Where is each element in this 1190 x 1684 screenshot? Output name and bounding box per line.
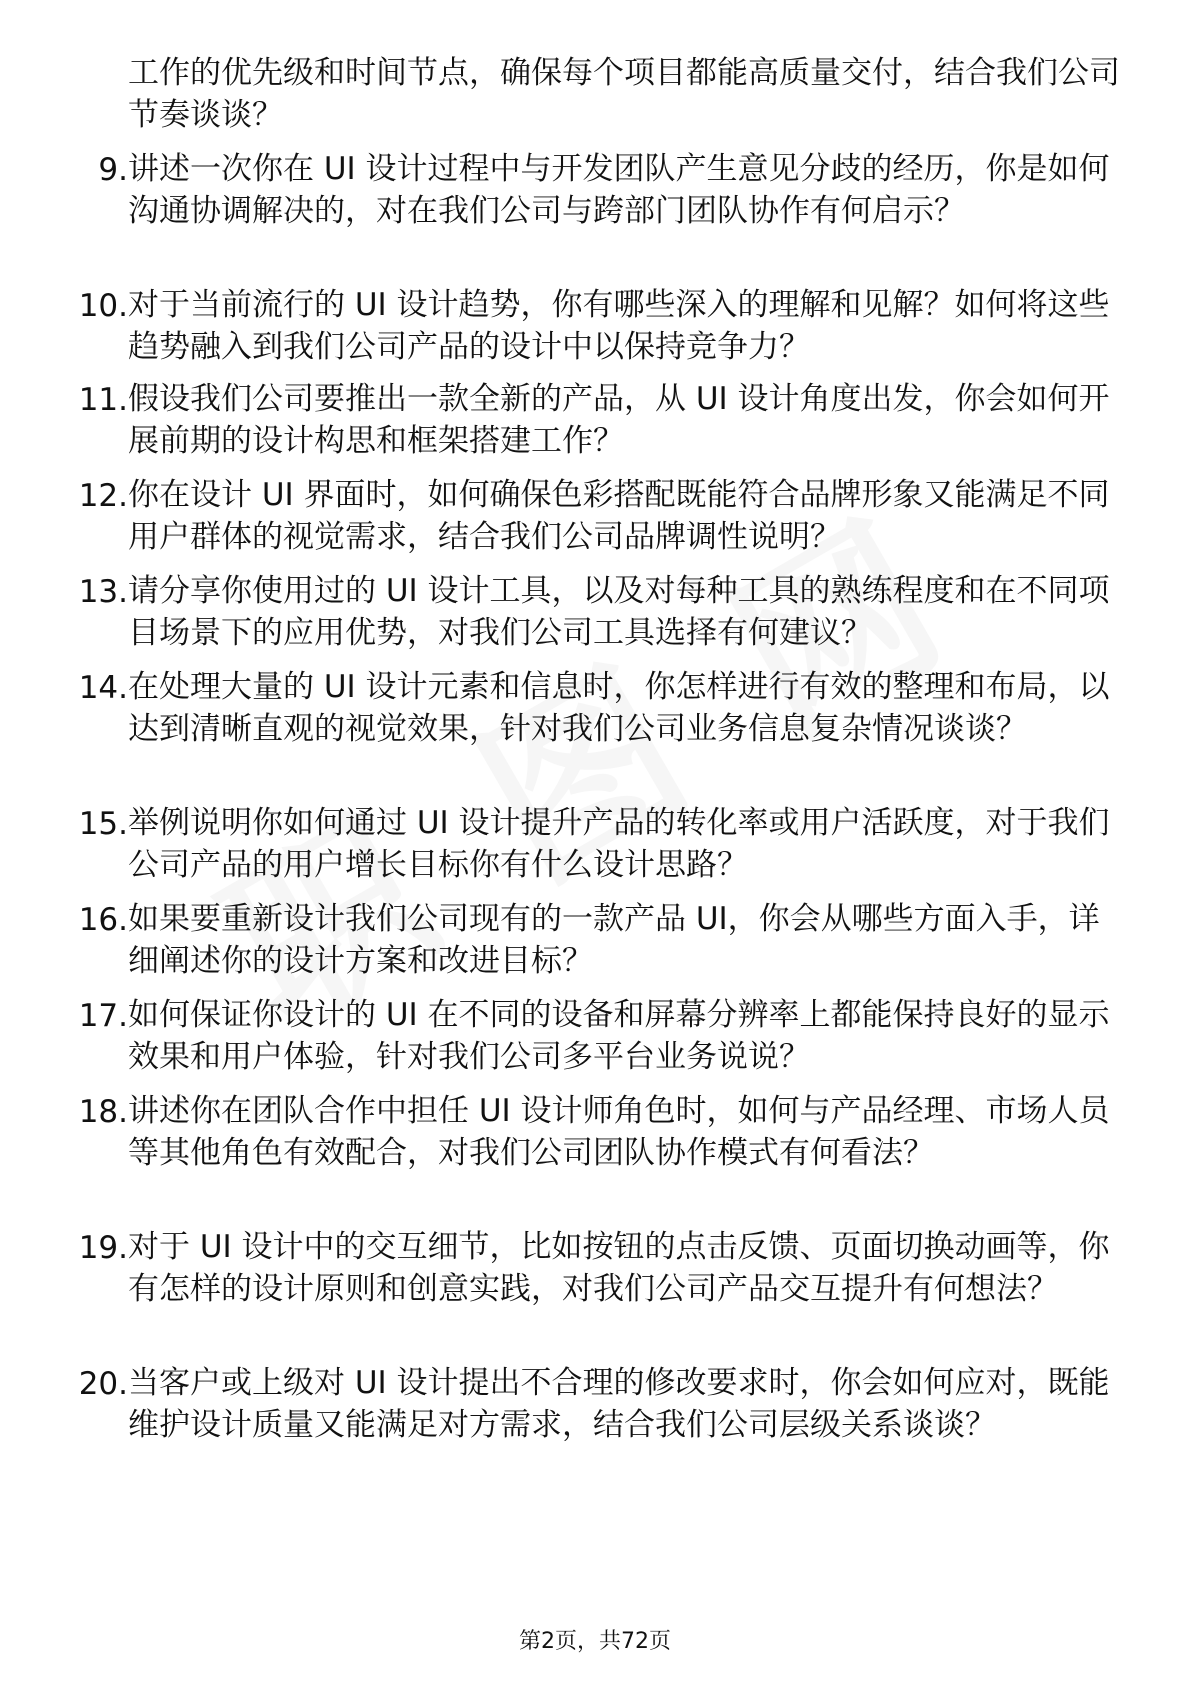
question-number: 15. [78,806,128,842]
question-text: 讲述你在团队合作中担任 UI 设计师角色时，如何与产品经理、市场人员等其他角色有效配合，对我们公司团队协作模式有何看法？ [128,1093,1110,1171]
question-number: 14. [78,670,128,706]
question-text: 讲述一次你在 UI 设计过程中与开发团队产生意见分歧的经历，你是如何沟通协调解决的，对在我们公司与跨部门团队协作有何启示？ [128,151,1110,229]
question-text: 对于当前流行的 UI 设计趋势，你有哪些深入的理解和见解？如何将这些趋势融入到我们公司产品的设计中以保持竞争力？ [128,287,1110,365]
question-text: 假设我们公司要推出一款全新的产品，从 UI 设计角度出发，你会如何开展前期的设计构思和框架搭建工作？ [128,381,1110,459]
question-text: 你在设计 UI 界面时，如何确保色彩搭配既能符合品牌形象又能满足不同用户群体的视觉需求，结合我们公司品牌调性说明？ [128,477,1110,555]
question-text: 举例说明你如何通过 UI 设计提升产品的转化率或用户活跃度，对于我们公司产品的用户增长目标你有什么设计思路？ [128,805,1110,883]
question-number: 13. [78,574,128,610]
page-footer: 第2页，共72页 [519,1629,671,1654]
question-number: 18. [78,1094,128,1130]
continuation-text: 工作的优先级和时间节点，确保每个项目都能高质量交付，结合我们公司节奏谈谈？ [128,55,1120,133]
question-number: 10. [78,288,128,324]
question-number: 19. [78,1230,128,1266]
question-number: 16. [78,902,128,938]
question-number: 20. [78,1366,128,1402]
question-text: 如果要重新设计我们公司现有的一款产品 UI，你会从哪些方面入手，详细阐述你的设计方案和改进目标？ [128,901,1100,979]
question-number: 11. [78,382,128,418]
question-text: 请分享你使用过的 UI 设计工具，以及对每种工具的熟练程度和在不同项目场景下的应用优势，对我们公司工具选择有何建议？ [128,573,1110,651]
question-number: 12. [78,478,128,514]
question-number: 9. [98,152,128,188]
question-text: 如何保证你设计的 UI 在不同的设备和屏幕分辨率上都能保持良好的显示效果和用户体验，针对我们公司多平台业务说说？ [128,997,1110,1075]
question-text: 对于 UI 设计中的交互细节，比如按钮的点击反馈、页面切换动画等，你有怎样的设计原则和创意实践，对我们公司产品交互提升有何想法？ [128,1229,1110,1307]
question-text: 当客户或上级对 UI 设计提出不合理的修改要求时，你会如何应对，既能维护设计质量又能满足对方需求，结合我们公司层级关系谈谈？ [128,1365,1110,1443]
question-text: 在处理大量的 UI 设计元素和信息时，你怎样进行有效的整理和布局，以达到清晰直观的视觉效果，针对我们公司业务信息复杂情况谈谈？ [128,669,1110,747]
question-number: 17. [78,998,128,1034]
